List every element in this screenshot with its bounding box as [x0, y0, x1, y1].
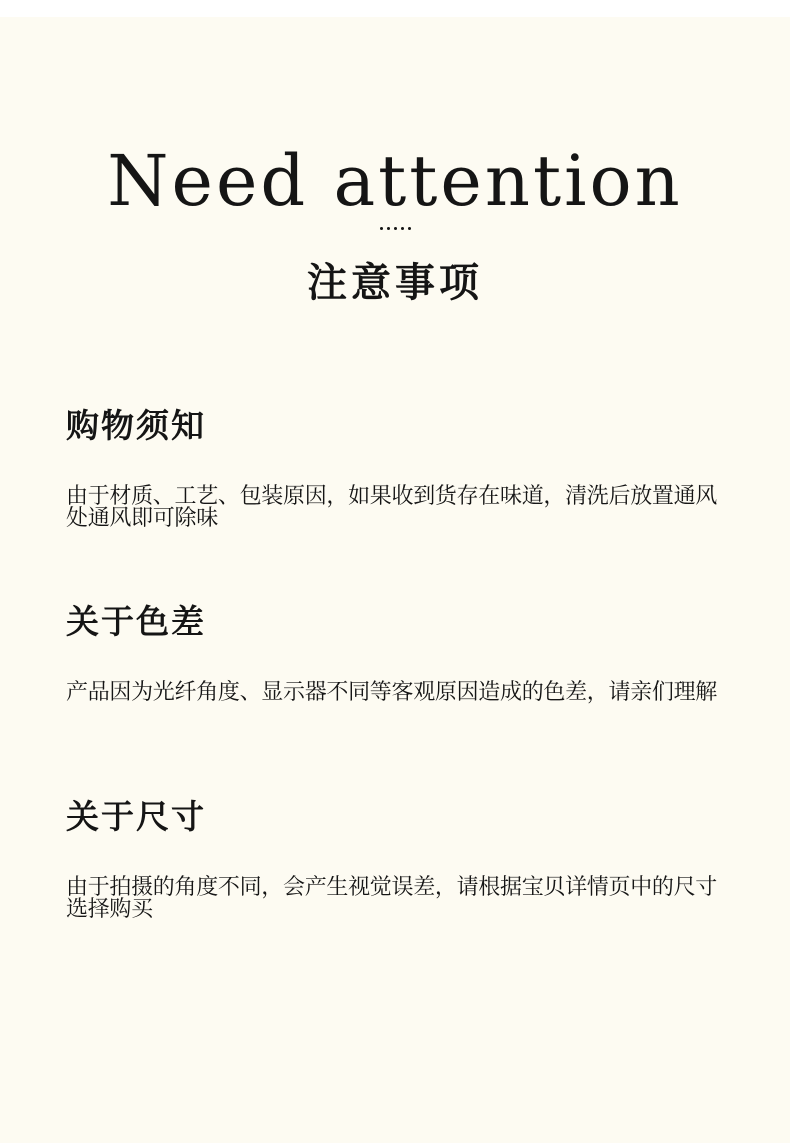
separator-dot: [401, 227, 404, 230]
page-title-chinese: 注意事项: [307, 259, 483, 306]
section-body: 由于材质、工艺、包装原因，如果收到货存在味道，清洗后放置通风处通风即可除味: [66, 484, 718, 531]
section-body: 由于拍摄的角度不同，会产生视觉误差，请根据宝贝详情页中的尺寸选择购买: [66, 875, 718, 922]
separator-dot: [394, 227, 397, 230]
separator-dot: [387, 227, 390, 230]
section-body: 产品因为光纤角度、显示器不同等客观原因造成的色差，请亲们理解: [66, 680, 718, 705]
section-heading: 关于尺寸: [66, 797, 206, 836]
page-title-english: Need attention: [107, 140, 683, 222]
section-shopping-notice: [66, 404, 736, 530]
section-size: [66, 795, 736, 921]
section-heading: 购物须知: [66, 406, 206, 445]
separator-dot: [380, 227, 383, 230]
section-color-difference: [66, 600, 736, 704]
separator-dot: [408, 227, 411, 230]
section-heading: 关于色差: [66, 602, 206, 641]
title-separator: [0, 222, 790, 236]
notice-page: [0, 17, 790, 1143]
